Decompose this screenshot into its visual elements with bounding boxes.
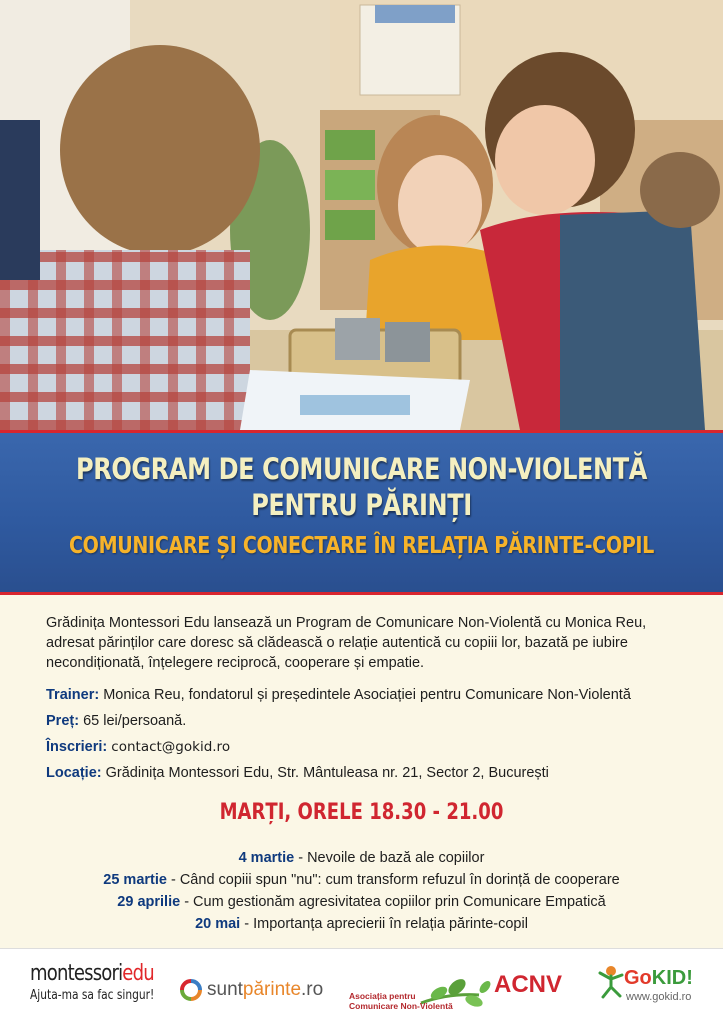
header-photo [0, 0, 723, 430]
parinte-text: părinte [242, 979, 302, 1000]
session-topic: - Nevoile de bază ale copiilor [294, 850, 485, 866]
price-line [46, 713, 186, 729]
suntparinte-wordmark [207, 979, 323, 1001]
session-item [0, 891, 723, 913]
gokid-wordmark [624, 967, 693, 990]
session-topic: - Cum gestionăm agresivitatea copiilor prin Comunicare Empatică [180, 894, 606, 910]
dot-ro-text: .ro [301, 979, 324, 1000]
price-value: 65 lei/persoană. [79, 713, 187, 729]
session-date: 29 aprilie [117, 894, 181, 910]
subtitle: COMUNICARE ȘI CONECTARE ÎN RELAȚIA PĂRINTE-COPIL [68, 533, 655, 559]
suntparinte-swirl-icon [180, 979, 202, 1001]
gokid-logo[interactable] [596, 965, 716, 1015]
price-label: Preț: [46, 713, 80, 729]
session-date: 20 mai [195, 916, 241, 932]
location-value: Grădinița Montessori Edu, Str. Mântuleasa nr. 21, Sector 2, București [101, 765, 549, 781]
signup-email[interactable]: contact@gokid.ro [111, 739, 231, 755]
montessori-edu-logo[interactable] [30, 961, 182, 1003]
acnv-logo[interactable] [349, 969, 569, 1021]
montessori-tagline: Ajuta-ma sa fac singur! [30, 988, 155, 1003]
session-list [0, 847, 723, 935]
schedule-title: MARȚI, ORELE 18.30 - 21.00 [219, 800, 504, 825]
acnv-assoc-line2: Comunicare Non-Violentă [349, 1001, 453, 1011]
jumping-kid-icon [596, 965, 626, 999]
trainer-label: Trainer: [46, 687, 100, 703]
session-item [0, 913, 723, 935]
children-at-table-photo [0, 0, 723, 430]
suntparinte-logo[interactable] [180, 979, 323, 1001]
title-line-2: PENTRU PĂRINȚI [251, 488, 472, 522]
trainer-value: Monica Reu, fondatorul și președintele Asociației pentru Comunicare Non-Violentă [99, 687, 631, 703]
montessori-word: montessori [30, 961, 123, 986]
session-item [0, 869, 723, 891]
trainer-line [46, 687, 631, 703]
go-text: Go [624, 967, 652, 989]
session-date: 4 martie [238, 850, 295, 866]
title-banner [0, 430, 723, 595]
session-item [0, 847, 723, 869]
intro-paragraph: Grădinița Montessori Edu lansează un Program de Comunicare Non-Violentă cu Monica Reu, adresat părinților care doresc să clădească o relație autentică cu copiii lor, bazată pe iubire necondiționată, înțelegere reciprocă, cooperare și empatie. [46, 615, 647, 671]
session-topic: - Importanța aprecierii în relația părinte-copil [240, 916, 528, 932]
signup-label: Înscrieri: [46, 739, 108, 755]
acnv-assoc-line1: Asociația pentru [349, 991, 416, 1001]
gokid-url[interactable]: www.gokid.ro [626, 991, 692, 1003]
acnv-assoc-name [349, 991, 453, 1011]
sunt-text: sunt [207, 979, 243, 1000]
location-label: Locație: [46, 765, 102, 781]
session-date: 25 martie [103, 872, 167, 888]
acnv-abbr: ACNV [494, 971, 563, 998]
montessori-edu-wordmark [30, 961, 154, 986]
session-topic: - Când copiii spun "nu": cum transform refuzul în dorință de cooperare [166, 872, 620, 888]
sponsor-footer [0, 948, 723, 1025]
location-line [46, 765, 549, 781]
edu-word: edu [122, 961, 154, 986]
kid-text: KID! [651, 967, 693, 989]
signup-line [46, 739, 230, 755]
title-line-1: PROGRAM DE COMUNICARE NON-VIOLENTĂ [76, 452, 647, 486]
